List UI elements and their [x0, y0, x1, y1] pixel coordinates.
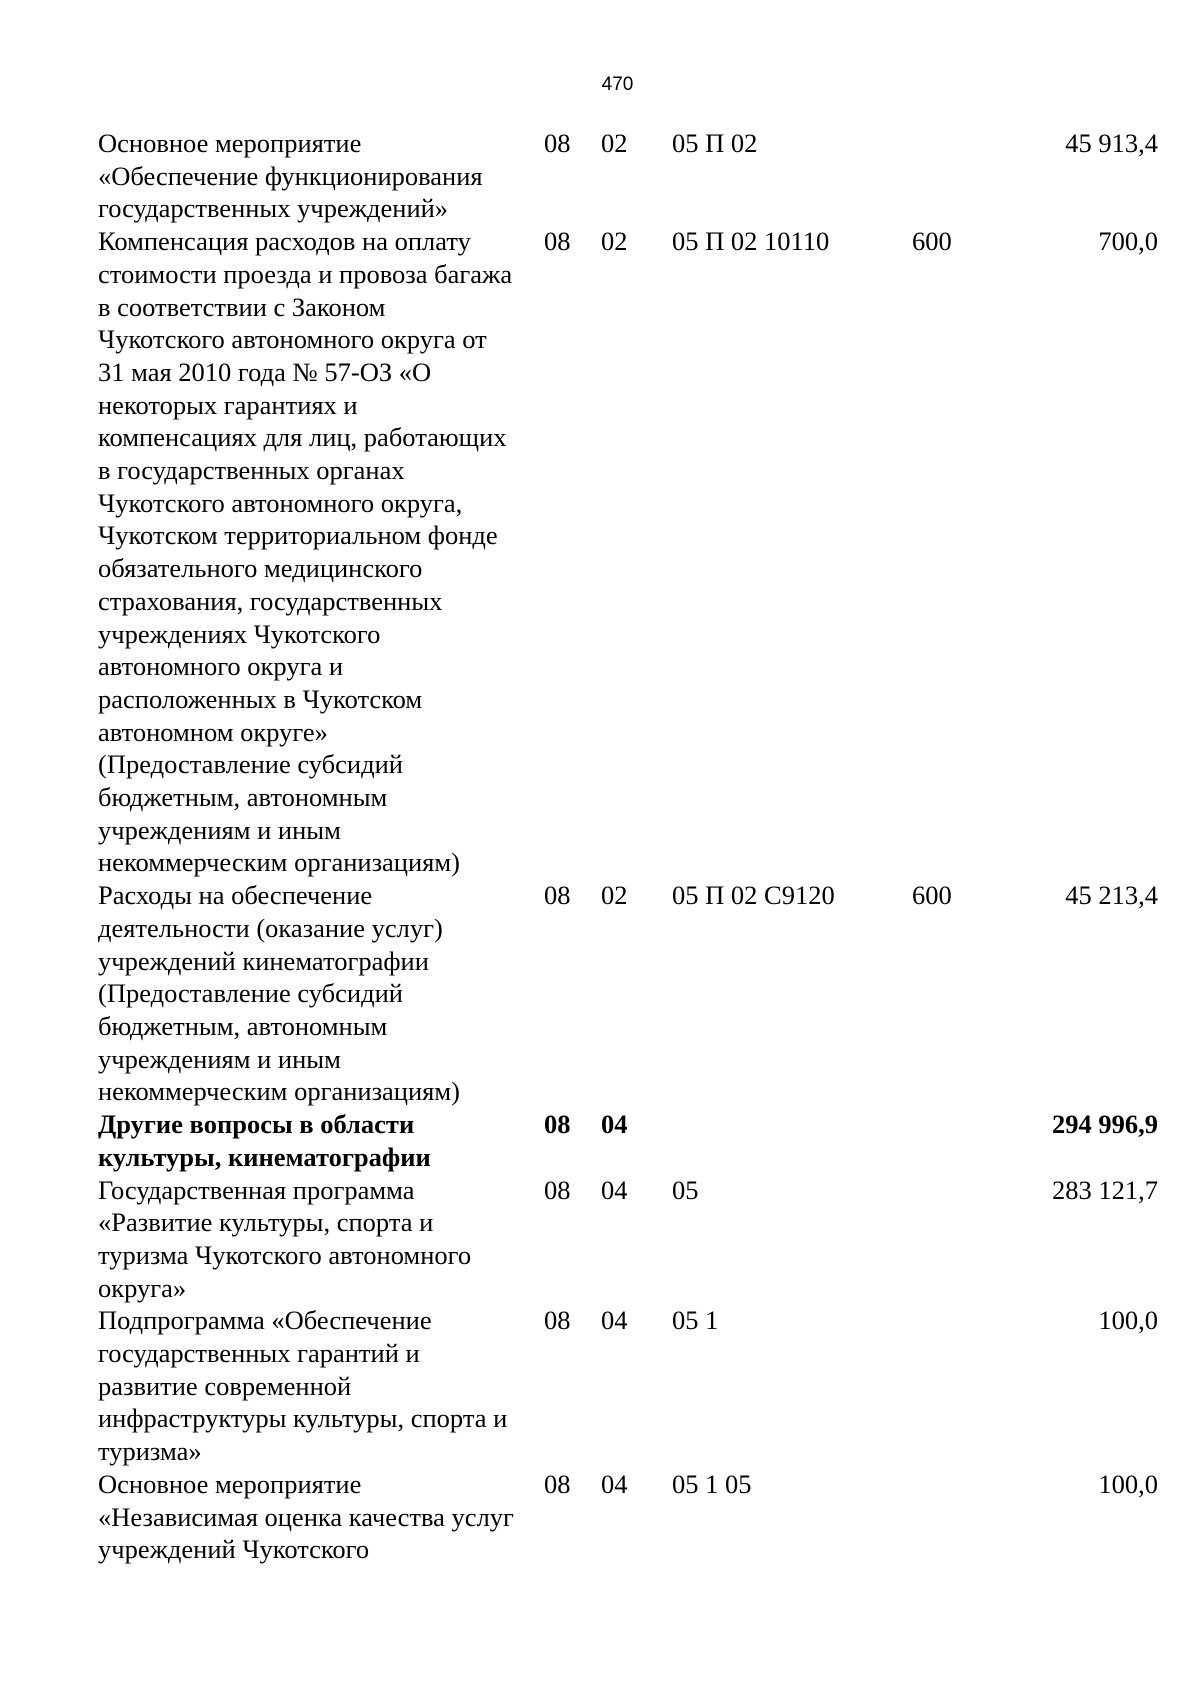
row-amount: 283 121,7 — [1052, 1174, 1158, 1205]
row-subsection-code: 04 — [601, 1174, 628, 1205]
row-section-code: 08 — [544, 880, 571, 911]
row-target-article: 05 — [672, 1174, 699, 1205]
row-section-code: 08 — [544, 1305, 571, 1336]
row-section-code: 08 — [544, 226, 571, 257]
row-amount: 100,0 — [1098, 1305, 1158, 1336]
row-name: Государственная программа «Развитие культуры, спорта и туризма Чукотского автономного округа» — [98, 1174, 472, 1303]
table-row — [98, 1468, 1158, 1566]
row-section-code: 08 — [544, 1468, 571, 1499]
row-amount: 45 213,4 — [1065, 880, 1158, 911]
budget-table — [98, 127, 1158, 1566]
table-row — [98, 127, 1158, 225]
row-name: Другие вопросы в области культуры, кинематографии — [98, 1109, 431, 1172]
row-amount: 294 996,9 — [1052, 1109, 1158, 1140]
row-amount: 45 913,4 — [1065, 128, 1158, 158]
row-section-code: 08 — [544, 1109, 571, 1140]
row-section-code: 08 — [544, 128, 571, 158]
row-subsection-code: 02 — [601, 128, 628, 158]
table-row — [98, 1174, 1158, 1305]
row-target-article: 05 П 02 — [672, 128, 758, 158]
row-name: Основное мероприятие «Обеспечение функционирования государственных учреждений» — [98, 128, 483, 224]
row-name: Основное мероприятие «Независимая оценка качества услуг учреждений Чукотского — [98, 1468, 514, 1565]
row-subsection-code: 04 — [601, 1109, 628, 1140]
row-target-article: 05 1 05 — [672, 1468, 752, 1499]
row-subsection-code: 04 — [601, 1305, 628, 1336]
row-subsection-code: 04 — [601, 1468, 628, 1499]
row-expense-type: 600 — [912, 880, 952, 911]
table-row — [98, 879, 1158, 1108]
table-row — [98, 225, 1158, 879]
row-subsection-code: 02 — [601, 226, 628, 257]
row-name: Расходы на обеспечение деятельности (оказание услуг) учреждений кинематографии (Предоставление субсидий бюджетным, автономным учреждениям и иным некоммерческим организациям) — [98, 880, 460, 1107]
row-expense-type: 600 — [912, 226, 952, 257]
row-amount: 700,0 — [1098, 226, 1158, 257]
row-target-article: 05 П 02 С9120 — [672, 880, 835, 911]
page-number: 470 — [601, 74, 634, 95]
row-section-code: 08 — [544, 1174, 571, 1205]
row-target-article: 05 П 02 10110 — [672, 226, 830, 257]
table-row — [98, 1108, 1158, 1173]
row-target-article: 05 1 — [672, 1305, 719, 1336]
row-amount: 100,0 — [1098, 1468, 1158, 1499]
table-row — [98, 1304, 1158, 1468]
row-name: Компенсация расходов на оплату стоимости проезда и провоза багажа в соответствии с Законом Чукотского автономного округа от 31 мая 2010 года № 57-ОЗ «О некоторых гарантиях и компенсациях для лиц, работающих в государственных органах Чукотского автономного округа, Чукотском территориальном фонде обязательного медицинского страхования, государственных учреждениях Чукотского автономного округа и расположенных в Чукотском автономном округе» (Предоставление субсидий бюджетным, автономным учреждениям и иным некоммерческим организациям) — [98, 226, 513, 878]
row-name: Подпрограмма «Обеспечение государственных гарантий и развитие современной инфраструктуры культуры, спорта и туризма» — [98, 1305, 508, 1467]
row-subsection-code: 02 — [601, 880, 628, 911]
